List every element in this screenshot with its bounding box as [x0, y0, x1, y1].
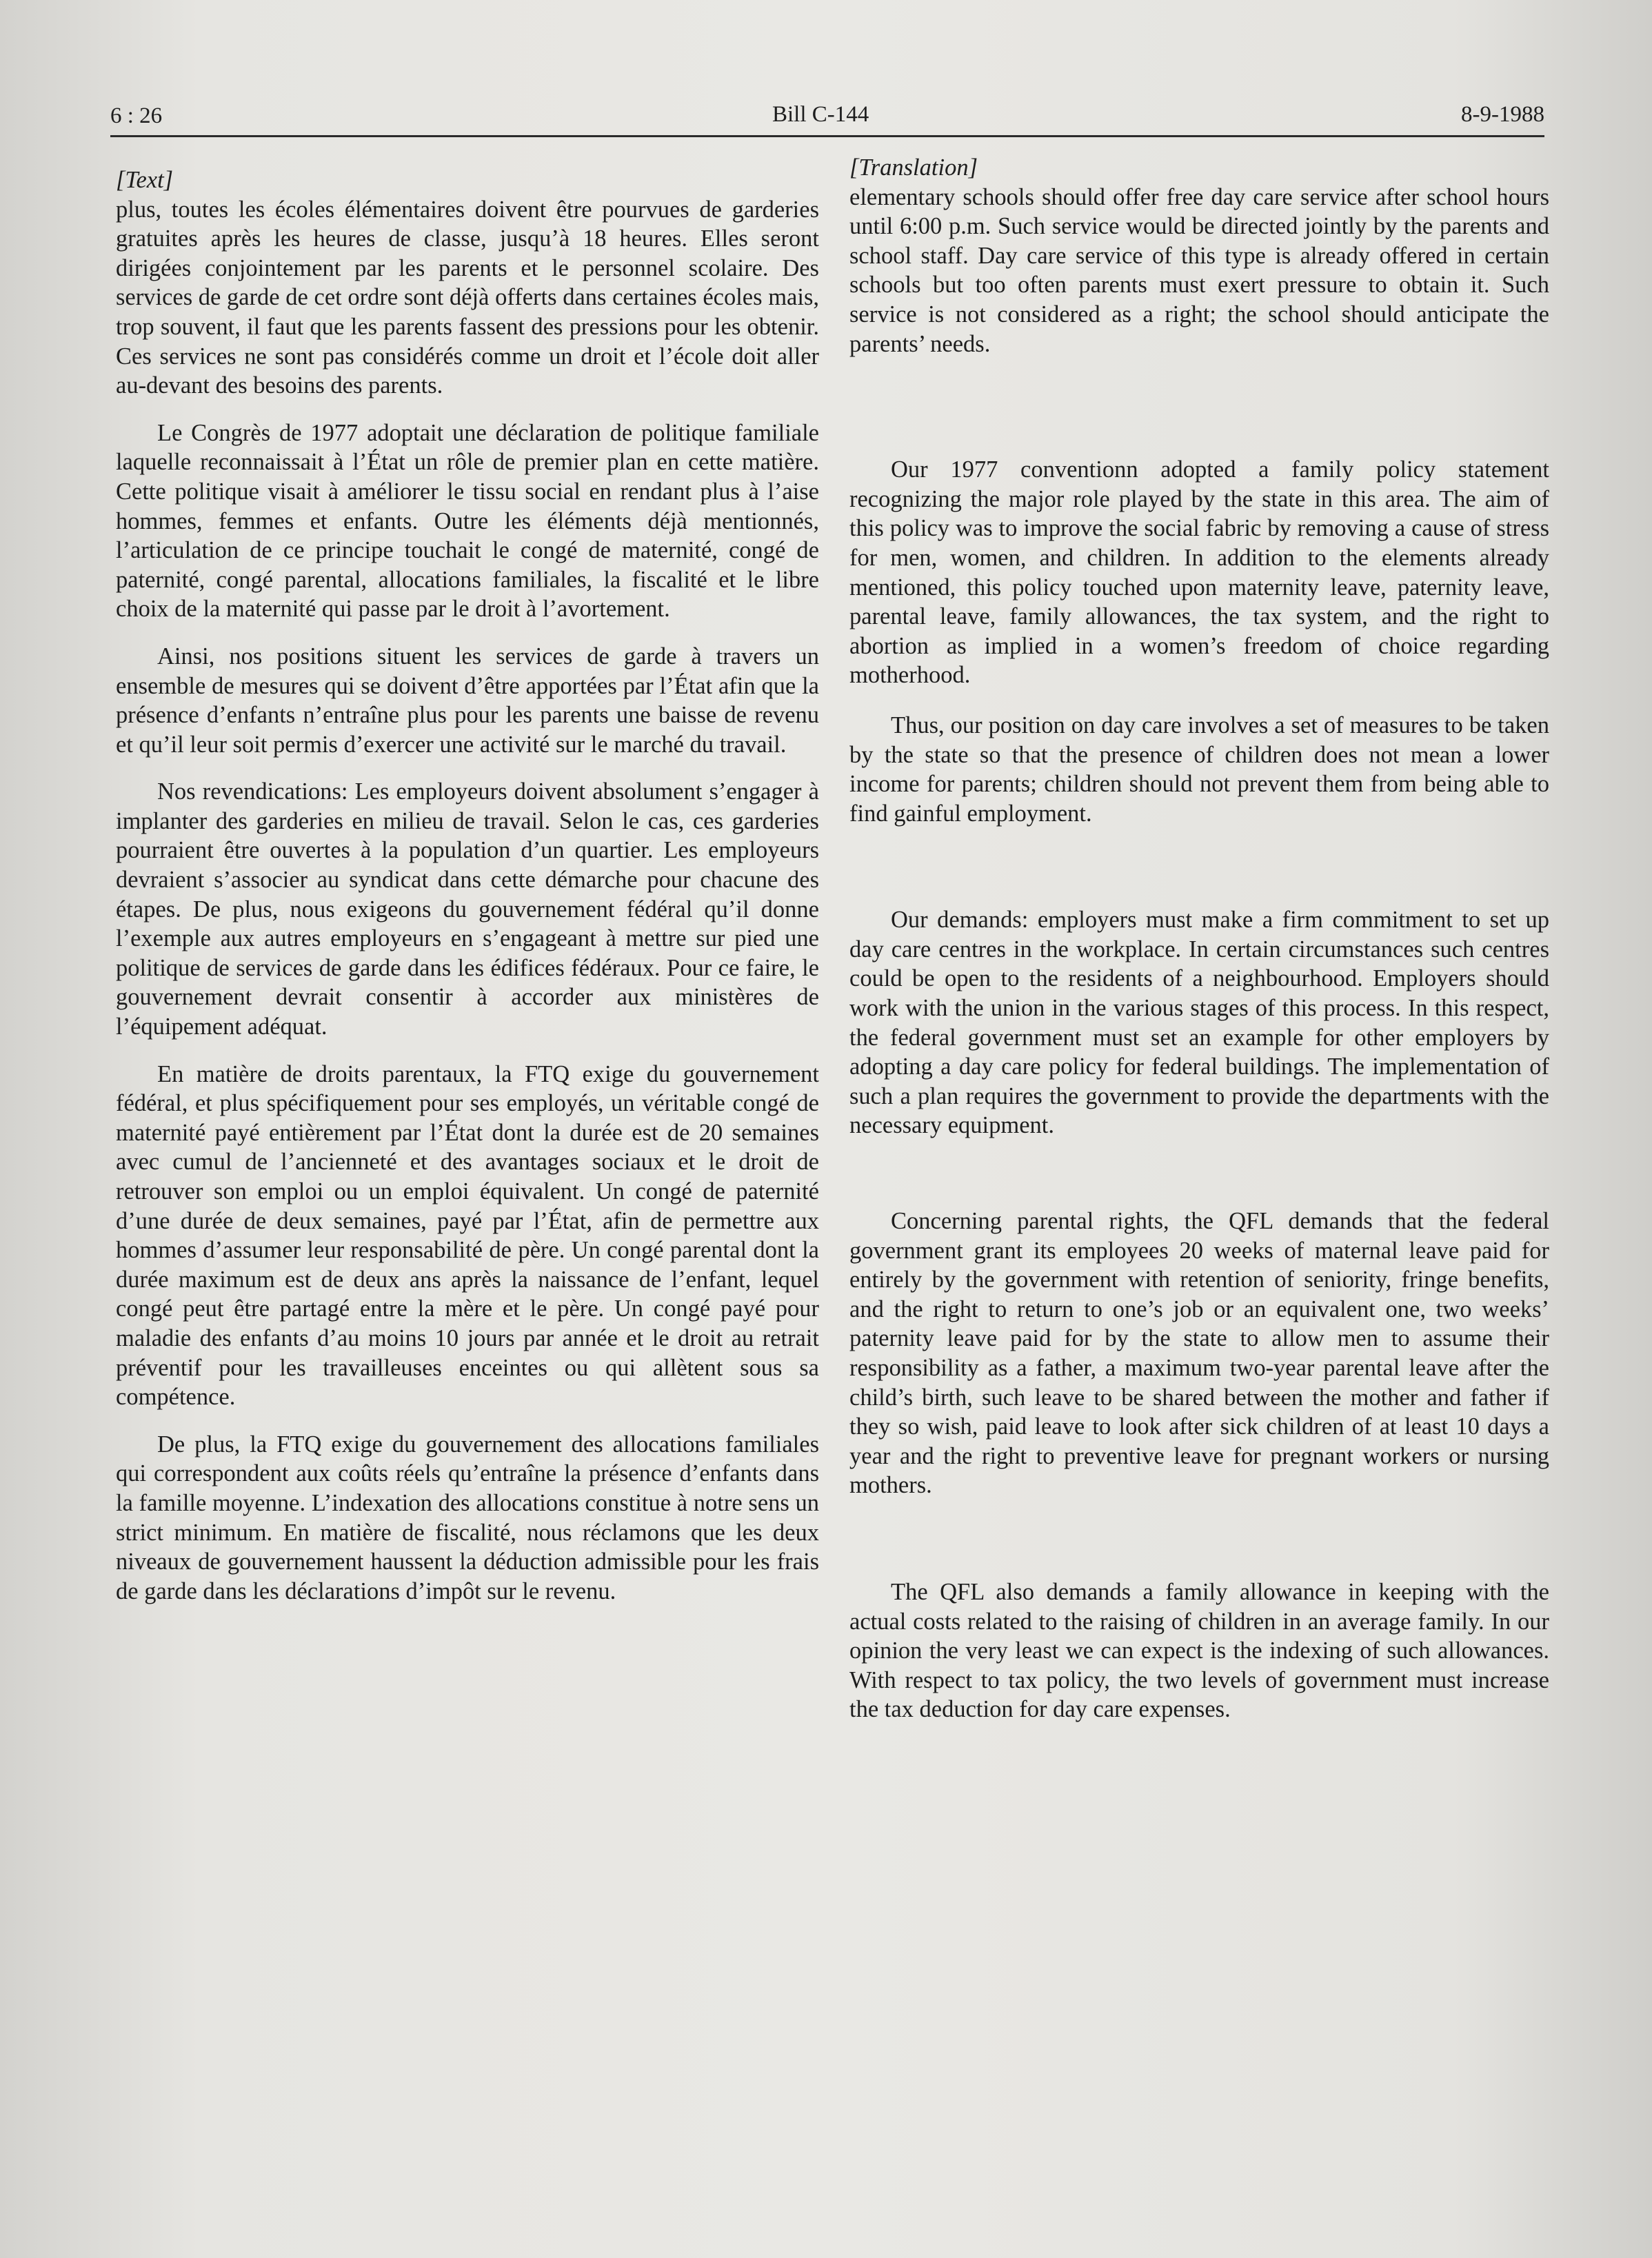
french-column [116, 165, 819, 1606]
page-header [110, 97, 1544, 138]
header-date: 8-9-1988 [1461, 102, 1544, 127]
french-paragraph-6: De plus, la FTQ exige du gouvernement des allocations familiales qui correspondent aux coûts réels qu’entraîne la présence d’enfants dans la famille moyenne. L’indexation des allocations constitue à notre sens un strict minimum. En matière de fiscalité, nous réclamons que les deux niveaux de gouvernement haussent la déduction admissible pour les frais de garde dans les déclarations d’impôt sur le revenu. [116, 1431, 819, 1604]
french-paragraph-5: En matière de droits parentaux, la FTQ exige du gouvernement fédéral, et plus spécifiquement pour ses employés, un véritable congé de maternité payé entièrement par l’État dont la durée est de 20 semaines avec cumul de l’ancienneté et des avantages sociaux et le droit de retrouver son emploi ou un emploi équivalent. Un congé de paternité d’une durée de deux semaines, payé par l’État, afin de permettre aux hommes d’assumer leur responsabilité de père. Un congé parental dont la durée maximum est de deux ans après la naissance de l’enfant, lequel congé peut être partagé entre la mère et le père. Un congé payé pour maladie des enfants d’au moins 10 jours par année et le droit au retrait préventif pour les travailleuses enceintes ou qui allètent sous sa compétence. [116, 1060, 819, 1411]
english-paragraph-3: Thus, our position on day care involves a set of measures to be taken by the state so that the presence of children does not mean a lower income for parents; children should not prevent them from being able to find gainful employment. [849, 712, 1549, 827]
french-paragraph-4: Nos revendications: Les employeurs doivent absolument s’engager à implanter des garderies en milieu de travail. Selon le cas, ces garderies pourraient être ouvertes à la population d’un quartier. Les employeurs devraient s’associer au syndicat dans cette démarche pour chacune des étapes. De plus, nous exigeons du gouvernement fédéral qu’il donne l’exemple aux autres employeurs en s’engageant à mettre sur pied une politique de services de garde dans les édifices fédéraux. Pour ce faire, le gouvernement devrait consentir à accorder aux ministères de l’équipement adéquat. [116, 778, 819, 1040]
french-paragraph-1: plus, toutes les écoles élémentaires doivent être pourvues de garderies gratuites après les heures de classe, jusqu’à 18 heures. Elles seront dirigées conjointement par les parents et le personnel scolaire. Des services de garde de cet ordre sont déjà offerts dans certaines écoles mais, trop souvent, il faut que les parents fassent des pressions pour les obtenir. Ces services ne sont pas considérés comme un droit et l’école doit aller au-devant des besoins des parents. [116, 196, 819, 399]
header-rule [110, 135, 1544, 137]
bill-title: Bill C-144 [772, 102, 869, 127]
english-paragraph-1: elementary schools should offer free day care service after school hours until 6:00 p.m. Such service would be directed jointly by the parents and school staff. Day care service of this type is already offered in certain schools but too often parents must exert pressure to obtain it. Such service is not considered as a right; the school should anticipate the parents’ needs. [849, 183, 1549, 357]
english-paragraph-4: Our demands: employers must make a firm commitment to set up day care centres in the workplace. In certain circumstances such centres could be open to the residents of a neighbourhood. Employers should work with the union in the various stages of this process. In this respect, the federal government must set an example for other employers by adopting a day care policy for federal buildings. The implementation of such a plan requires the government to provide the departments with the necessary equipment. [849, 907, 1549, 1139]
english-paragraph-6: The QFL also demands a family allowance in keeping with the actual costs related to the raising of children in an average family. In our opinion the very least we can expect is the indexing of such allowances. With respect to tax policy, the two levels of government must increase the tax deduction for day care expenses. [849, 1578, 1549, 1723]
english-paragraph-2: Our 1977 conventionn adopted a family policy statement recognizing the major role played by the state in this area. The aim of this policy was to improve the social fabric by removing a cause of stress for men, women, and children. In addition to the elements already mentioned, this policy touched upon maternity leave, paternity leave, parental leave, family allowances, the tax system, and the right to abortion as implied in a women’s freedom of choice regarding motherhood. [849, 456, 1549, 689]
english-tag: [Translation] [849, 154, 978, 181]
page-number: 6 : 26 [110, 103, 163, 128]
english-paragraph-5: Concerning parental rights, the QFL demands that the federal government grant its employees 20 weeks of maternal leave paid for entirely by the government with retention of seniority, fringe benefits, and the right to return to one’s job or an equivalent one, two weeks’ paternity leave paid for by the state to allow men to assume their responsibility as a father, a maximum two-year parental leave after the child’s birth, such leave to be shared between the mother and father if they so wish, paid leave to look after sick children of at least 10 days a year and the right to preventive leave for pregnant workers or nursing mothers. [849, 1208, 1549, 1499]
french-tag: [Text] [116, 167, 174, 193]
french-paragraph-3: Ainsi, nos positions situent les services de garde à travers un ensemble de mesures qui se doivent d’être apportées par l’État afin que la présence d’enfants n’entraîne plus pour les parents une baisse de revenu et qu’il leur soit permis d’exercer une activité sur le marché du travail. [116, 643, 819, 758]
english-column [849, 153, 1549, 1724]
french-paragraph-2: Le Congrès de 1977 adoptait une déclaration de politique familiale laquelle reconnaissait à l’État un rôle de premier plan en cette matière. Cette politique visait à améliorer le tissu social en rendant plus à l’aise hommes, femmes et enfants. Outre les éléments déjà mentionnés, l’articulation de ce principe touchait le congé de maternité, congé de paternité, congé parental, allocations familiales, la fiscalité et le libre choix de la maternité qui passe par le droit à l’avortement. [116, 419, 819, 623]
